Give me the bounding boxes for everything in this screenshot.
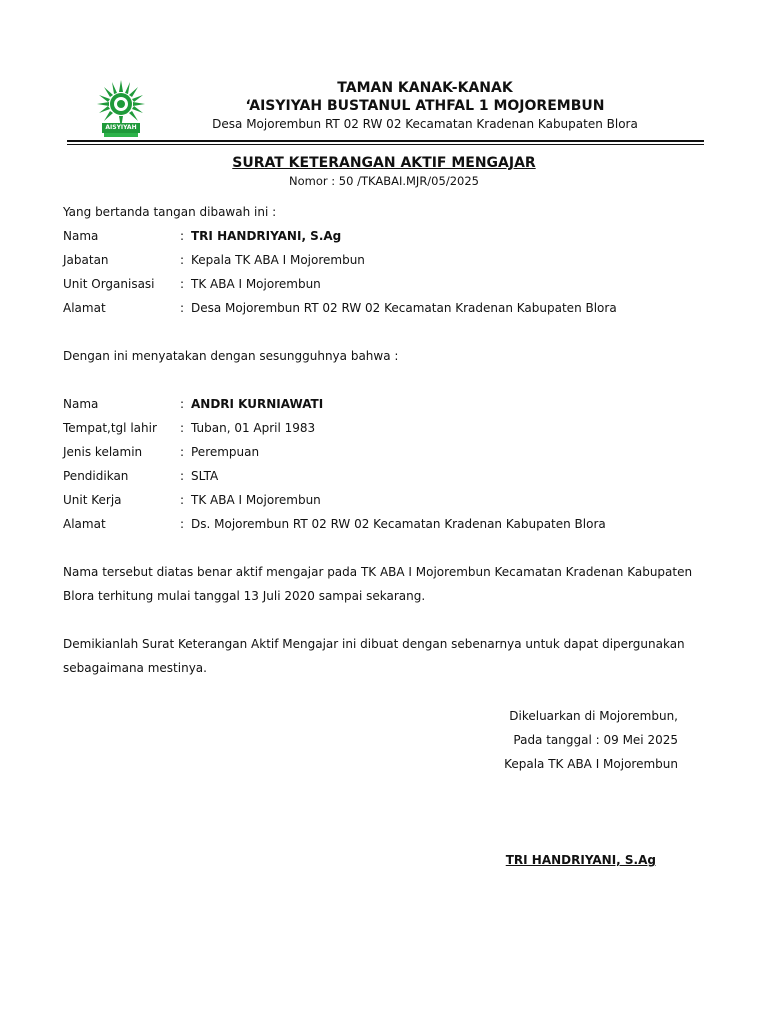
field-colon: : xyxy=(180,229,185,243)
field-label: Alamat xyxy=(63,301,106,315)
paragraph-1-line-2: Blora terhitung mulai tanggal 13 Juli 2020 sampai sekarang. xyxy=(63,589,426,603)
field-value: TRI HANDRIYANI, S.Ag xyxy=(191,229,342,243)
field-value: Tuban, 01 April 1983 xyxy=(191,421,316,435)
field-label: Unit Kerja xyxy=(63,493,122,507)
header-divider-thin xyxy=(67,144,704,145)
field-colon: : xyxy=(180,469,185,483)
field-label: Pendidikan xyxy=(63,469,129,483)
field-label: Unit Organisasi xyxy=(63,277,155,291)
logo-text: AISYIYAH xyxy=(105,124,137,131)
field-value: Desa Mojorembun RT 02 RW 02 Kecamatan Kradenan Kabupaten Blora xyxy=(191,301,617,315)
field-label: Jenis kelamin xyxy=(63,445,143,459)
field-colon: : xyxy=(180,517,185,531)
field-colon: : xyxy=(180,421,185,435)
field-value: Ds. Mojorembun RT 02 RW 02 Kecamatan Kradenan Kabupaten Blora xyxy=(191,517,606,531)
field-label: Jabatan xyxy=(63,253,109,267)
school-name-heading: ‘AISYIYAH BUSTANUL ATHFAL 1 MOJOREMBUN xyxy=(245,98,605,114)
issue-date: Pada tanggal : 09 Mei 2025 xyxy=(513,733,678,747)
field-colon: : xyxy=(180,445,185,459)
field-colon: : xyxy=(180,493,185,507)
field-colon: : xyxy=(180,253,185,267)
signer-position: Kepala TK ABA I Mojorembun xyxy=(504,757,678,771)
letter-title: SURAT KETERANGAN AKTIF MENGAJAR xyxy=(232,155,536,171)
field-colon: : xyxy=(180,301,185,315)
field-value: Perempuan xyxy=(191,445,260,459)
field-label: Nama xyxy=(63,229,99,243)
field-value: Kepala TK ABA I Mojorembun xyxy=(191,253,365,267)
school-type-heading: TAMAN KANAK-KANAK xyxy=(337,80,513,96)
field-value: ANDRI KURNIAWATI xyxy=(191,397,324,411)
field-value: TK ABA I Mojorembun xyxy=(191,277,321,291)
field-colon: : xyxy=(180,397,185,411)
header-divider-thick xyxy=(67,140,704,142)
aisyiyah-logo xyxy=(92,78,150,140)
field-label: Alamat xyxy=(63,517,106,531)
field-colon: : xyxy=(180,277,185,291)
paragraph-1-line-1: Nama tersebut diatas benar aktif mengajar pada TK ABA I Mojorembun Kecamatan Kradenan Kabupaten xyxy=(63,565,693,579)
paragraph-2-line-2: sebagaimana mestinya. xyxy=(63,661,207,675)
intro-text: Yang bertanda tangan dibawah ini : xyxy=(63,205,277,219)
field-value: TK ABA I Mojorembun xyxy=(191,493,321,507)
statement-text: Dengan ini menyatakan dengan sesungguhnya bahwa : xyxy=(63,349,399,363)
signer-name: TRI HANDRIYANI, S.Ag xyxy=(505,853,656,867)
issued-at: Dikeluarkan di Mojorembun, xyxy=(509,709,678,723)
field-label: Tempat,tgl lahir xyxy=(63,421,157,435)
school-address: Desa Mojorembun RT 02 RW 02 Kecamatan Kradenan Kabupaten Blora xyxy=(212,117,638,131)
field-label: Nama xyxy=(63,397,99,411)
letter-number: Nomor : 50 /TKABAI.MJR/05/2025 xyxy=(289,174,479,188)
paragraph-2-line-1: Demikianlah Surat Keterangan Aktif Mengajar ini dibuat dengan sebenarnya untuk dapat dipergunakan xyxy=(63,637,685,651)
field-value: SLTA xyxy=(191,469,219,483)
